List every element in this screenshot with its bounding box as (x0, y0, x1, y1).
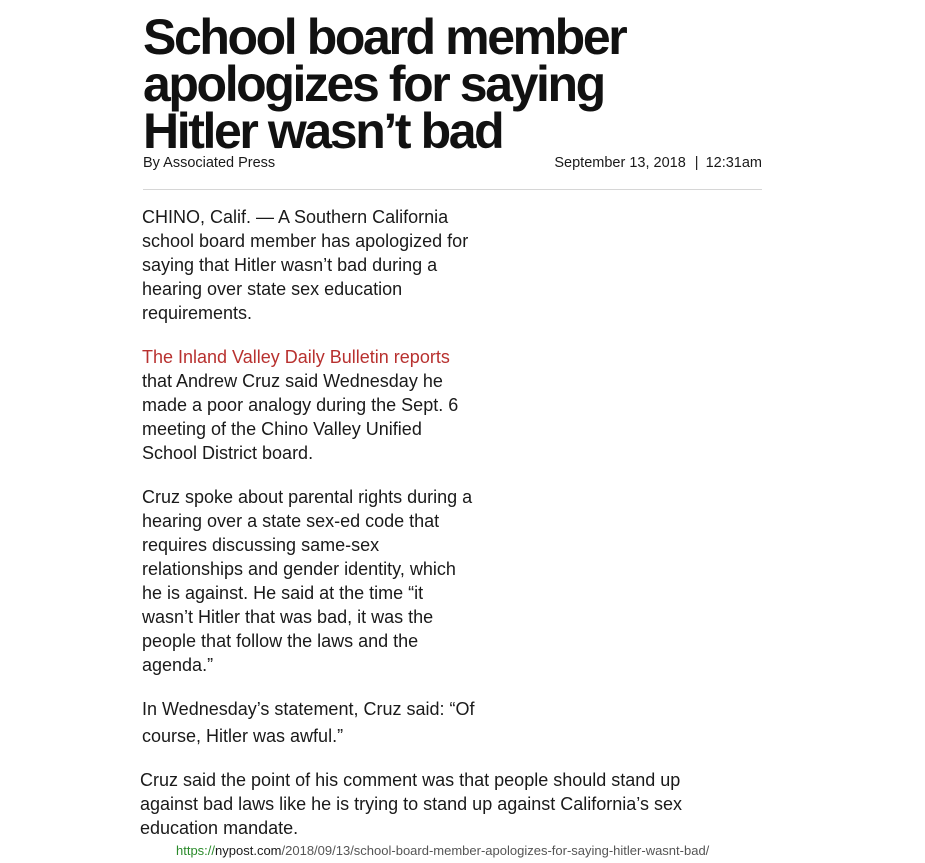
headline-line: apologizes for saying (143, 56, 604, 112)
paragraph-line: he is against. He said at the time “it (142, 583, 424, 603)
url-scheme: https:// (176, 843, 216, 858)
paragraph-line: school board member has apologized for (142, 231, 469, 251)
paragraph-line: hearing over state sex education (142, 279, 403, 299)
paragraph-line: agenda.” (142, 655, 214, 675)
paragraph-line: made a poor analogy during the Sept. 6 (142, 395, 459, 415)
publish-date: September 13, 2018 (554, 155, 686, 171)
paragraph-line: hearing over a state sex-ed code that (142, 511, 440, 531)
paragraph-line: meeting of the Chino Valley Unified (142, 419, 422, 439)
article-paragraph-3 (142, 485, 472, 677)
article-paragraph-1 (142, 205, 468, 325)
article-paragraph-4 (142, 697, 474, 748)
paragraph-line: relationships and gender identity, which (142, 559, 456, 579)
headline-line: School board member (143, 9, 626, 65)
article-headline (143, 9, 783, 159)
source-url[interactable] (176, 843, 709, 858)
article-paragraph-2 (142, 345, 458, 465)
headline-line: Hitler wasn’t bad (143, 103, 503, 159)
paragraph-line: against bad laws like he is trying to stand up against California’s sex (140, 794, 682, 814)
paragraph-line: people that follow the laws and the (142, 631, 419, 651)
article-paragraph-5 (140, 768, 682, 840)
paragraph-line: saying that Hitler wasn’t bad during a (142, 255, 438, 275)
header-divider (143, 189, 762, 190)
paragraph-line: Cruz said the point of his comment was that people should stand up (140, 770, 681, 790)
date-separator: | (694, 155, 699, 171)
inland-valley-bulletin-link[interactable]: The Inland Valley Daily Bulletin reports (142, 347, 450, 367)
paragraph-line: In Wednesday’s statement, Cruz said: “Of (142, 699, 475, 719)
url-path: /2018/09/13/school-board-member-apologizes-for-saying-hitler-wasnt-bad/ (281, 843, 710, 858)
paragraph-line: requires discussing same-sex (142, 535, 380, 555)
paragraph-line: requirements. (142, 303, 253, 323)
author-byline: By Associated Press (143, 155, 276, 171)
paragraph-line: that Andrew Cruz said Wednesday he (142, 371, 443, 391)
paragraph-line: Cruz spoke about parental rights during a (142, 487, 473, 507)
publish-dateline (554, 155, 762, 171)
paragraph-line: education mandate. (140, 818, 299, 838)
paragraph-line: CHINO, Calif. — A Southern California (142, 207, 449, 227)
publish-time: 12:31am (705, 155, 762, 171)
paragraph-line: wasn’t Hitler that was bad, it was the (142, 607, 434, 627)
paragraph-line: course, Hitler was awful.” (142, 726, 344, 746)
url-domain: nypost.com (215, 843, 282, 858)
paragraph-line: School District board. (142, 443, 314, 463)
